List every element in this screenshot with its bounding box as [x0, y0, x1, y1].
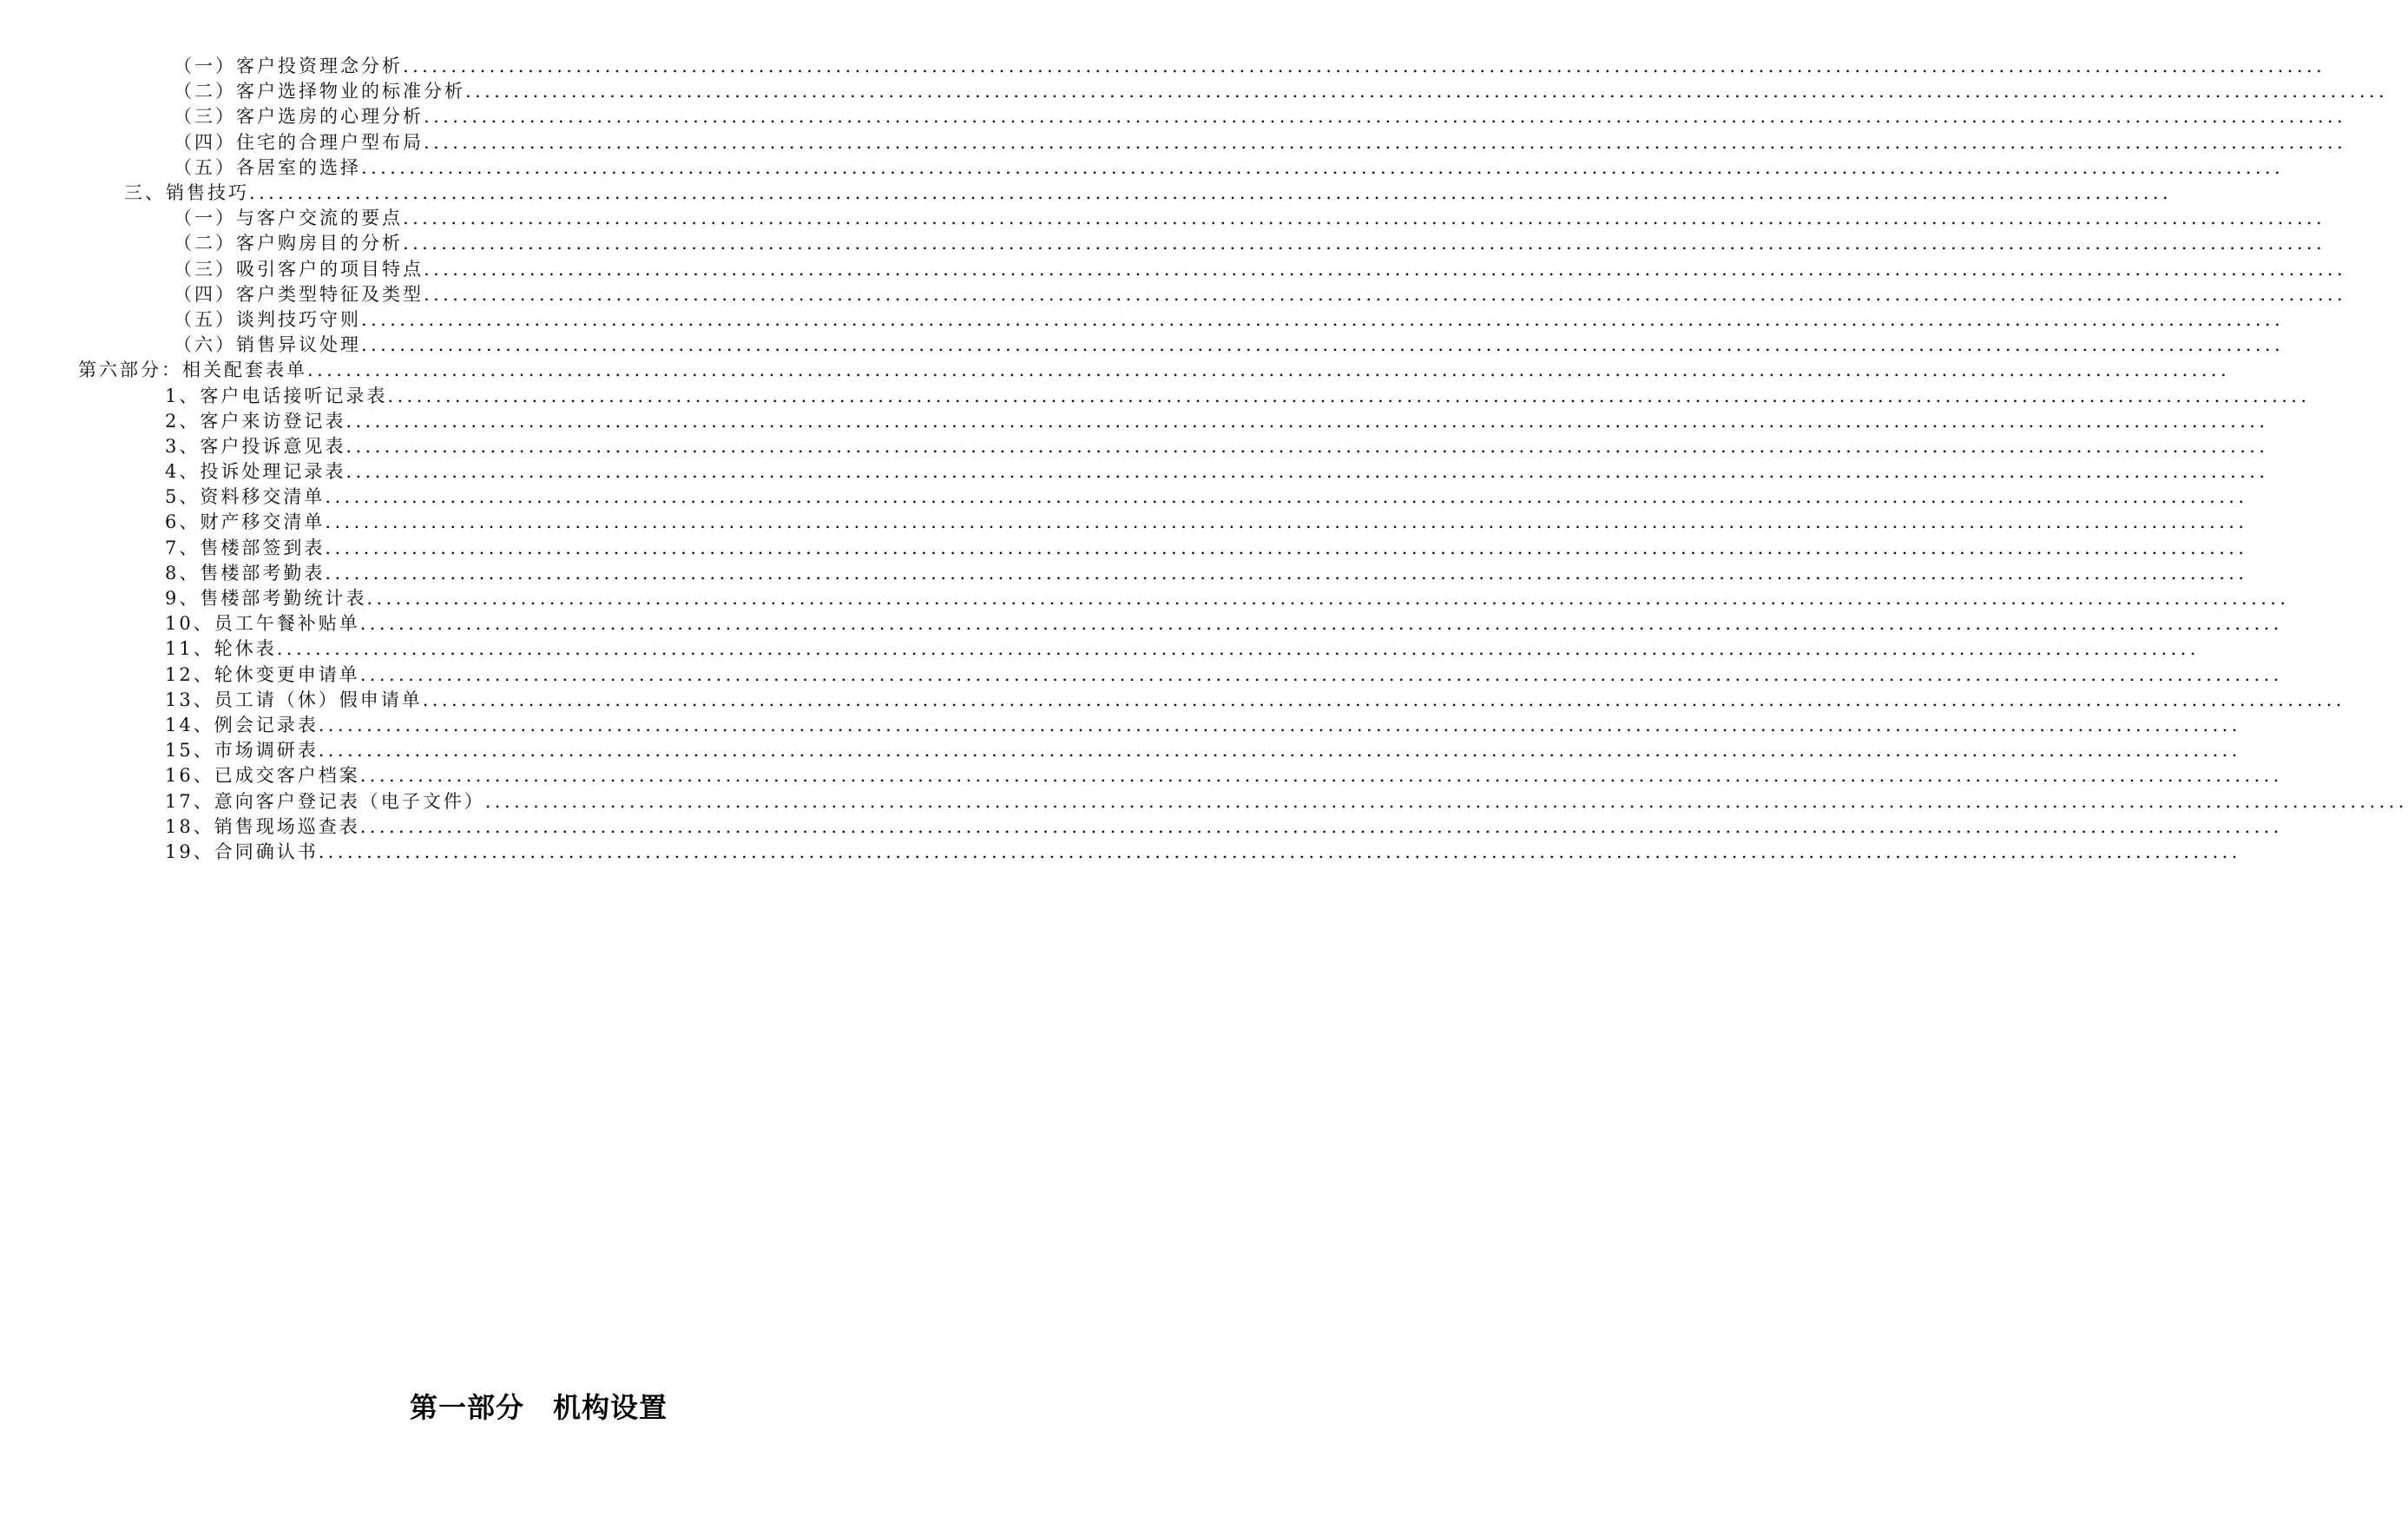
toc-entry-label: 8、售楼部考勤表 [165, 562, 326, 583]
dot-leader: ........................................................................................................................................................................................................ [465, 81, 2389, 102]
toc-entry-label: 三、销售技巧 [124, 182, 249, 204]
dot-leader: ........................................................................................................................................................................................................ [422, 689, 2345, 710]
toc-entry-label: 第六部分：相关配套表单 [78, 359, 307, 381]
toc-entry[interactable] [174, 231, 2326, 256]
dot-leader: ........................................................................................................................................................................................................ [403, 208, 2326, 229]
toc-row [0, 663, 2283, 688]
toc-row [0, 130, 2347, 155]
toc-entry[interactable] [165, 384, 2311, 409]
toc-entry[interactable] [174, 282, 2347, 307]
toc-entry-label: 14、例会记录表 [165, 714, 319, 735]
toc-row [0, 79, 2389, 104]
toc-entry-label: 1、客户电话接听记录表 [165, 385, 388, 406]
toc-entry-label: 3、客户投诉意见表 [165, 435, 346, 457]
toc-entry-label: 5、资料移交清单 [165, 486, 326, 508]
table-of-contents [0, 54, 2408, 865]
toc-entry[interactable] [165, 738, 2241, 763]
toc-row [0, 738, 2241, 763]
dot-leader: ........................................................................................................................................................................................................ [359, 815, 2283, 837]
toc-row [0, 561, 2248, 586]
toc-entry-label: （一）与客户交流的要点 [174, 208, 403, 229]
dot-leader: ........................................................................................................................................................................................................ [276, 638, 2200, 660]
toc-row [0, 54, 2326, 79]
toc-entry[interactable] [174, 130, 2347, 155]
toc-row [0, 536, 2248, 561]
toc-entry[interactable] [174, 333, 2285, 358]
dot-leader: ........................................................................................................................................................................................................ [325, 562, 2248, 583]
toc-row [0, 840, 2241, 865]
toc-row [0, 104, 2347, 129]
dot-leader: ........................................................................................................................................................................................................ [424, 106, 2347, 128]
dot-leader: ........................................................................................................................................................................................................ [387, 385, 2311, 406]
toc-entry-label: 7、售楼部签到表 [165, 537, 326, 558]
dot-leader: ........................................................................................................................................................................................................ [345, 435, 2269, 457]
dot-leader: ........................................................................................................................................................................................................ [318, 740, 2241, 762]
toc-row [0, 333, 2285, 358]
dot-leader: ........................................................................................................................................................................................................ [318, 714, 2241, 735]
toc-entry[interactable] [165, 663, 2283, 688]
toc-entry-label: （三）客户选房的心理分析 [174, 106, 424, 128]
toc-entry[interactable] [165, 763, 2283, 788]
dot-leader: ........................................................................................................................................................................................................ [359, 663, 2283, 685]
toc-entry[interactable] [165, 789, 2408, 814]
dot-leader: ........................................................................................................................................................................................................ [318, 841, 2241, 862]
toc-entry-label: 12、轮休变更申请单 [165, 663, 360, 685]
toc-entry[interactable] [174, 257, 2347, 282]
toc-entry[interactable] [174, 54, 2326, 79]
toc-entry[interactable] [165, 434, 2269, 459]
toc-row [0, 586, 2290, 611]
toc-entry-label: 6、财产移交清单 [165, 511, 326, 533]
toc-row [0, 688, 2345, 713]
toc-entry[interactable] [174, 79, 2389, 104]
toc-entry[interactable] [165, 688, 2345, 713]
toc-entry-label: 19、合同确认书 [165, 841, 319, 862]
toc-row [0, 383, 2311, 408]
toc-entry[interactable] [165, 409, 2269, 434]
dot-leader: ........................................................................................................................................................................................................ [359, 613, 2283, 635]
dot-leader: ........................................................................................................................................................................................................ [366, 588, 2290, 610]
toc-row [0, 713, 2241, 738]
toc-row [0, 282, 2347, 307]
toc-entry-label: 13、员工请（休）假申请单 [165, 689, 423, 710]
toc-entry[interactable] [165, 561, 2248, 586]
dot-leader: ........................................................................................................................................................................................................ [403, 56, 2326, 77]
toc-entry[interactable] [78, 358, 2231, 383]
toc-entry-label: （二）客户购房目的分析 [174, 233, 403, 254]
dot-leader: ........................................................................................................................................................................................................ [403, 233, 2326, 254]
toc-entry-label: （四）住宅的合理户型布局 [174, 131, 424, 153]
dot-leader: ........................................................................................................................................................................................................ [345, 461, 2269, 483]
toc-entry-label: 9、售楼部考勤统计表 [165, 588, 367, 610]
toc-entry[interactable] [165, 510, 2248, 535]
dot-leader: ........................................................................................................................................................................................................ [325, 511, 2248, 533]
toc-entry-label: 2、客户来访登记表 [165, 410, 346, 432]
section-heading: 第一部分 机构设置 [409, 1391, 668, 1424]
toc-entry[interactable] [165, 814, 2283, 840]
toc-entry-label: 15、市场调研表 [165, 740, 319, 762]
toc-entry[interactable] [165, 459, 2269, 485]
toc-row [0, 181, 2173, 206]
toc-entry-label: 18、销售现场巡查表 [165, 815, 360, 837]
toc-row [0, 788, 2408, 814]
toc-entry[interactable] [165, 536, 2248, 561]
toc-entry[interactable] [165, 840, 2241, 865]
toc-entry[interactable] [165, 636, 2200, 662]
toc-entry[interactable] [165, 586, 2290, 611]
toc-entry[interactable] [165, 611, 2283, 636]
toc-row [0, 510, 2248, 535]
toc-entry[interactable] [174, 155, 2285, 181]
toc-entry[interactable] [124, 181, 2173, 206]
dot-leader: ........................................................................................................................................................................................................ [424, 258, 2347, 280]
dot-leader: ........................................................................................................................................................................................................ [249, 182, 2173, 204]
toc-row [0, 636, 2200, 662]
toc-entry-label: 17、意向客户登记表（电子文件） [165, 790, 485, 812]
dot-leader: ........................................................................................................................................................................................................ [325, 486, 2248, 508]
toc-entry-label: （四）客户类型特征及类型 [174, 283, 424, 305]
toc-row [0, 231, 2326, 256]
toc-row [0, 611, 2283, 636]
toc-row [0, 257, 2347, 282]
toc-entry-label: 16、已成交客户档案 [165, 765, 360, 787]
toc-row [0, 409, 2269, 434]
dot-leader: ........................................................................................................................................................................................................ [424, 131, 2347, 153]
toc-entry-label: 10、员工午餐补贴单 [165, 613, 360, 635]
toc-entry-label: （六）销售异议处理 [174, 334, 361, 356]
toc-entry-label: 11、轮休表 [165, 638, 277, 660]
dot-leader: ........................................................................................................................................................................................................ [361, 156, 2285, 178]
dot-leader: ........................................................................................................................................................................................................ [361, 334, 2285, 356]
toc-entry-label: 4、投诉处理记录表 [165, 461, 346, 483]
toc-entry-label: （二）客户选择物业的标准分析 [174, 81, 465, 102]
toc-entry-label: （五）各居室的选择 [174, 156, 361, 178]
toc-entry-label: （一）客户投资理念分析 [174, 56, 403, 77]
dot-leader: ........................................................................................................................................................................................................ [325, 537, 2248, 558]
toc-entry-label: （三）吸引客户的项目特点 [174, 258, 424, 280]
toc-row [0, 459, 2269, 485]
toc-row [0, 358, 2231, 383]
dot-leader: ........................................................................................................................................................................................................ [361, 308, 2285, 330]
toc-entry[interactable] [174, 206, 2326, 231]
toc-entry[interactable] [174, 307, 2285, 333]
toc-row [0, 763, 2283, 788]
dot-leader: ........................................................................................................................................................................................................ [345, 410, 2269, 432]
toc-entry-label: （五）谈判技巧守则 [174, 308, 361, 330]
toc-row [0, 434, 2269, 459]
toc-entry[interactable] [174, 104, 2347, 129]
toc-row [0, 814, 2283, 840]
dot-leader: ........................................................................................................................................................................................................ [307, 359, 2231, 381]
dot-leader: ........................................................................................................................................................................................................ [359, 765, 2283, 787]
toc-row [0, 485, 2248, 510]
dot-leader: ........................................................................................................................................................................................................ [424, 283, 2347, 305]
toc-entry[interactable] [165, 713, 2241, 738]
toc-row [0, 307, 2285, 333]
toc-row [0, 155, 2285, 181]
toc-entry[interactable] [165, 485, 2248, 510]
dot-leader: ........................................................................................................................................................................................................ [484, 790, 2408, 812]
toc-row [0, 206, 2326, 231]
